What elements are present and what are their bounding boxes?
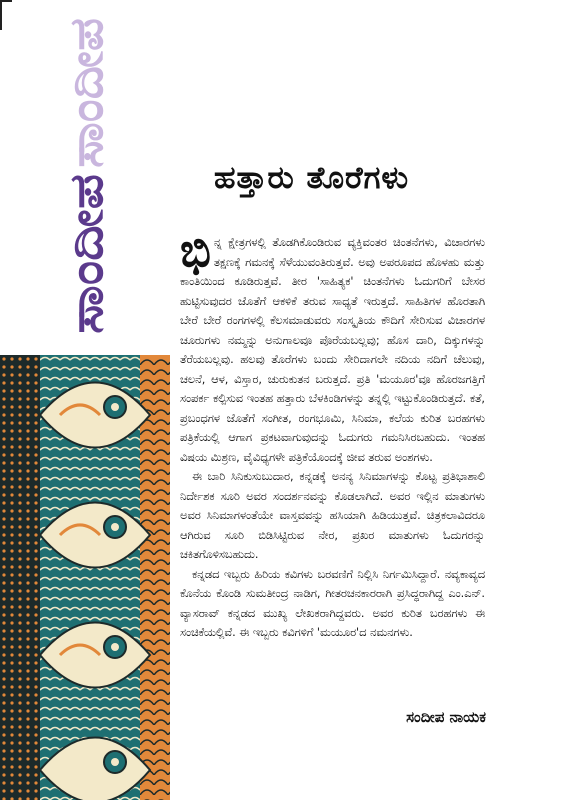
author-signature: ಸಂದೀಪ ನಾಯಕ [406,708,486,726]
section-title-vertical [60,14,120,334]
corner-rule [0,0,12,30]
drop-cap: ಭಿ [180,223,211,277]
article-body [180,223,485,643]
decorative-fish-artwork [0,355,170,800]
paragraph-1 [180,223,485,467]
section-title-bold: ಸಾಂದೀಪ [60,200,113,334]
paragraph-3: ಕನ್ನಡದ ಇಬ್ಬರು ಹಿರಿಯ ಕವಿಗಳು ಬರವಣಿಗೆ ನಿಲ್ಲಿಸಿ ನಿರ್ಗಮಿಸಿದ್ದಾರೆ. ನವ್ಯಕಾವ್ಯದ ಕೊನೆಯ ಕೊಂಡಿ ಸುಮತೀಂದ್ರ ನಾಡಿಗ, ಗೀತರಚನಕಾರರಾಗಿ ಪ್ರಸಿದ್ಧರಾಗಿದ್ದ ಎಂ.ಎನ್. ವ್ಯಾಸರಾವ್ ಕನ್ನಡದ ಮುಖ್ಯ ಲೇಖಕರಾಗಿದ್ದವರು. ಅವರ ಕುರಿತ ಬರಹಗಳು ಈ ಸಂಚಿಕೆಯಲ್ಲಿವೆ. ಈ ಇಬ್ಬರು ಕವಿಗಳಿಗೆ 'ಮಯೂರ'ದ ನಮನಗಳು. [180,567,485,639]
article-title: ಹತ್ತಾರು ತೊರೆಗಳು [214,160,410,196]
section-title-light: ಸಾಂದೀಪ [60,34,113,168]
paragraph-2: ಈ ಬಾರಿ ಸಿನಿಕುಸುಬುದಾರ, ಕನ್ನಡಕ್ಕೆ ಅನನ್ಯ ಸಿನಿಮಾಗಳನ್ನು ಕೊಟ್ಟ ಪ್ರತಿಭಾಶಾಲಿ ನಿರ್ದೇಶಕ ಸೂರಿ ಅವರ ಸಂದರ್ಶನವನ್ನು ಕೊಡಲಾಗಿದೆ. ಅವರ ಇಲ್ಲಿನ ಮಾತುಗಳು ಅವರ ಸಿನಿಮಾಗಳಂತೆಯೇ ವಾಸ್ತವವನ್ನು ಹಸಿಯಾಗಿ ಹಿಡಿಯುತ್ತವೆ. ಚಿತ್ರಕಲಾವಿದರೂ ಆಗಿರುವ ಸೂರಿ ಬಿಡಿಸಿಟ್ಟಿರುವ ನೇರ, ಪ್ರಖರ ಮಾತುಗಳು ಓದುಗರನ್ನು ಚಕಿತಗೊಳಿಸಬಹುದು. [180,470,485,561]
paragraph-1-text: ನ್ನ ಕ್ಷೇತ್ರಗಳಲ್ಲಿ ತೊಡಗಿಕೊಂಡಿರುವ ವ್ಯಕ್ತಿವಂತರ ಚಿಂತನೆಗಳು, ವಿಚಾರಗಳು ತಕ್ಷಣಕ್ಕೆ ಗಮನಕ್ಕೆ ಸೆಳೆಯುವಂತಿರುತ್ತವೆ. ಅವು ಅಪರೂಪದ ಹೊಳಹು ಮತ್ತು ಕಾಂತಿಯಿಂದ ಕೂಡಿರುತ್ತವೆ. ತೀರ 'ಸಾಹಿತ್ಯಕ' ಚಿಂತನೆಗಳು ಓದುಗರಿಗೆ ಬೇಸರ ಹುಟ್ಟಿಸುವುದರ ಜೊತೆಗೆ ಆಕಳಿಕೆ ತರುವ ಸಾಧ್ಯತೆ ಇರುತ್ತದೆ. ಸಾಹಿತಿಗಳ ಹೊರತಾಗಿ ಬೇರೆ ಬೇರೆ ರಂಗಗಳಲ್ಲಿ ಕೆಲಸಮಾಡುವರು ಸಂಸ್ಕೃತಿಯ ಕೌದಿಗೆ ಸೇರಿಸುವ ವಿಚಾರಗಳ ಚೂರುಗಳು ನಮ್ಮನ್ನು ಅನುಗಾಲವೂ ಪೊರೆಯಬಲ್ಲವು; ಹೊಸ ದಾರಿ, ದಿಕ್ಕುಗಳನ್ನು ತೆರೆಯಬಲ್ಲವು. ಹಲವು ತೊರೆಗಳು ಬಂದು ಸೇರಿದಾಗಲೇ ನದಿಯ ನದಿಗೆ ಚೆಲುವು, ಚಲನೆ, ಆಳ, ವಿಸ್ತಾರ, ಚುರುಕುತನ ಬರುತ್ತದೆ. ಪ್ರತಿ 'ಮಯೂರ'ವೂ ಹೊರಜಗತ್ತಿಗೆ ಸಂಪರ್ಕ ಕಲ್ಪಿಸುವ ಇಂತಹ ಹತ್ತಾರು ಬೆಳಕಿಂಡಿಗಳನ್ನು ತನ್ನಲ್ಲಿ ಇಟ್ಟುಕೊಂಡಿರುತ್ತದೆ. ಕತೆ, ಪ್ರಬಂಧಗಳ ಜೊತೆಗೆ ಸಂಗೀತ, ರಂಗಭೂಮಿ, ಸಿನಿಮಾ, ಕಲೆಯ ಕುರಿತ ಬರಹಗಳು ಪತ್ರಿಕೆಯಲ್ಲಿ ಆಗಾಗ ಪ್ರಕಟವಾಗುವುದನ್ನು ಓದುಗರು ಗಮನಿಸಿರಬಹುದು. ಇಂತಹ ವಿಷಯ ಮಿಶ್ರಣ, ವೈವಿಧ್ಯಗಳೇ ಪತ್ರಿಕೆಯೊಂದಕ್ಕೆ ಜೀವ ತರುವ ಅಂಶಗಳು. [180,236,485,464]
